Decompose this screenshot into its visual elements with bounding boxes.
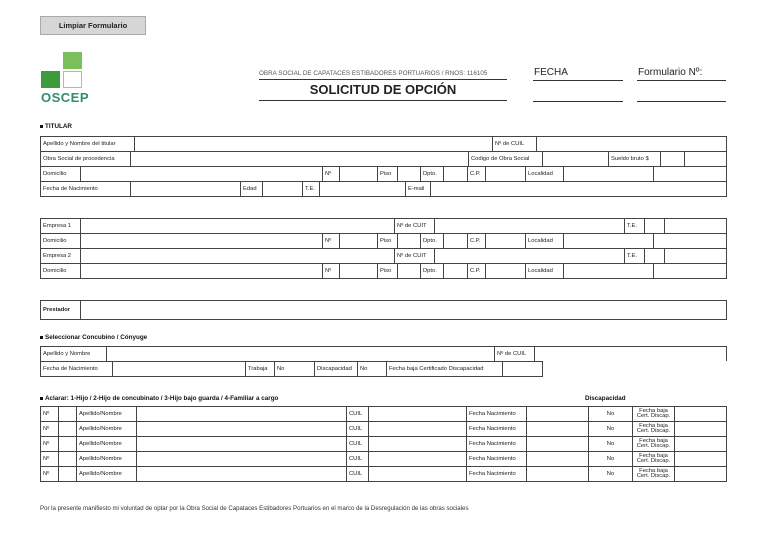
declaration-text: Por la presente manifiesto mi voluntad de optar por la Obra Social de Capataces Estibadores Portuarios en el marco de la Desregulación de las obras sociales (40, 505, 469, 512)
filler-cell (685, 152, 727, 167)
label-num: Nº (41, 422, 59, 437)
input-fecha-baja[interactable] (675, 467, 727, 482)
label-domicilio-empresa2: Domicilio (41, 264, 81, 279)
label-cp-empresa2: C.P. (468, 264, 486, 279)
label-fecha-baja (633, 407, 675, 422)
conyuge-row-2 (40, 361, 727, 377)
label-cuil: CUIL (347, 437, 369, 452)
input-obra-social[interactable] (131, 152, 469, 167)
input-num[interactable] (59, 467, 77, 482)
fecha-baja-line1: Fecha baja (639, 407, 668, 414)
input-fecha-nac[interactable] (527, 407, 589, 422)
label-fecha-baja (633, 467, 675, 482)
logo-square-top-right (63, 52, 82, 69)
input-codigo-os[interactable] (543, 152, 609, 167)
label-prestador: Prestador (41, 301, 81, 320)
label-empresa1: Empresa 1 (41, 219, 81, 234)
label-fecha-baja-conyuge: Fecha baja Certificado Discapacidad (387, 362, 503, 377)
empresa2-domicilio-row (40, 263, 727, 279)
fecha-baja-line2: Cert. Discap. (636, 458, 671, 464)
titular-row-4 (40, 181, 727, 197)
label-localidad-empresa1: Localidad (526, 234, 564, 249)
label-fecha-baja (633, 452, 675, 467)
input-fecha-baja[interactable] (675, 437, 727, 452)
label-dpto-empresa1: Dpto. (421, 234, 444, 249)
label-numero-empresa2: Nº (323, 264, 340, 279)
label-email: E-mail (406, 182, 431, 197)
input-num[interactable] (59, 422, 77, 437)
input-cuit-empresa2[interactable] (435, 249, 625, 264)
form-number-input-line[interactable] (637, 101, 726, 102)
input-empresa1[interactable] (81, 219, 395, 234)
titular-row-1 (40, 136, 727, 152)
fecha-input-line[interactable] (533, 101, 623, 102)
input-domicilio-empresa2[interactable] (81, 264, 323, 279)
input-domicilio-titular[interactable] (81, 167, 323, 182)
input-cuil[interactable] (369, 422, 467, 437)
label-te-empresa2: T.E. (625, 249, 645, 264)
input-te-empresa2[interactable] (645, 249, 665, 264)
label-cuil-conyuge: Nº de CUIL (495, 347, 535, 362)
label-fecha-nac-titular: Fecha de Nacimiento (41, 182, 131, 197)
logo-square-bottom-left (41, 71, 60, 88)
discapacidad-select[interactable]: No (589, 422, 633, 437)
table-row (41, 422, 727, 437)
discapacidad-select[interactable]: No (589, 407, 633, 422)
input-empresa2[interactable] (81, 249, 395, 264)
label-cuit-empresa2: Nº de CUIT (395, 249, 435, 264)
discapacidad-select[interactable]: No (589, 467, 633, 482)
empresa1-row (40, 218, 727, 234)
input-fecha-baja[interactable] (675, 422, 727, 437)
input-cuil[interactable] (369, 407, 467, 422)
label-sueldo: Sueldo bruto $ (609, 152, 661, 167)
input-fecha-baja[interactable] (675, 452, 727, 467)
input-cuil-conyuge[interactable] (535, 347, 727, 362)
label-apellido: Apellido/Nombre (77, 452, 137, 467)
input-prestador[interactable] (81, 301, 727, 320)
input-cuit-empresa1[interactable] (435, 219, 625, 234)
titular-heading: TITULAR (45, 123, 72, 130)
familiares-section-label (40, 395, 278, 402)
form-number-label: Formulario Nº: (638, 67, 703, 78)
oscep-logo (41, 52, 85, 90)
input-apellido[interactable] (137, 467, 347, 482)
table-row (41, 407, 727, 422)
bullet-icon (40, 336, 43, 339)
form-number-line-1 (637, 80, 726, 81)
label-cuil: CUIL (347, 407, 369, 422)
label-fecha-nac: Fecha Nacimiento (467, 407, 527, 422)
table-row (41, 437, 727, 452)
label-num: Nº (41, 452, 59, 467)
discapacidad-column-header: Discapacidad (585, 395, 626, 402)
input-dpto-empresa1[interactable] (444, 234, 468, 249)
label-fecha-baja (633, 437, 675, 452)
label-domicilio-empresa1: Domicilio (41, 234, 81, 249)
label-num: Nº (41, 407, 59, 422)
fecha-baja-line1: Fecha baja (639, 437, 668, 444)
input-email[interactable] (431, 182, 727, 197)
label-obra-social: Obra Social de procedencia (41, 152, 131, 167)
label-apellido: Apellido/Nombre (77, 422, 137, 437)
label-codigo-os: Codigo de Obra Social (469, 152, 543, 167)
input-cuil-titular[interactable] (537, 137, 727, 152)
input-cuil[interactable] (369, 437, 467, 452)
conyuge-section-label (40, 334, 147, 341)
discapacidad-conyuge-select[interactable]: No (358, 362, 387, 377)
input-numero-empresa2[interactable] (340, 264, 378, 279)
bullet-icon (40, 397, 43, 400)
conyuge-row-1 (40, 346, 727, 362)
input-fecha-nac[interactable] (527, 467, 589, 482)
input-sueldo[interactable] (661, 152, 685, 167)
form-title: SOLICITUD DE OPCIÓN (309, 82, 457, 97)
trabaja-select[interactable]: No (275, 362, 315, 377)
fecha-baja-line2: Cert. Discap. (636, 428, 671, 434)
label-piso-empresa2: Piso (378, 264, 398, 279)
input-num[interactable] (59, 452, 77, 467)
label-cuit-empresa1: Nº de CUIT (395, 219, 435, 234)
clear-form-button[interactable]: Limpiar Formulario (40, 16, 146, 35)
label-cuil: CUIL (347, 452, 369, 467)
label-numero-empresa1: Nº (323, 234, 340, 249)
discapacidad-select[interactable]: No (589, 437, 633, 452)
input-fecha-nac[interactable] (527, 422, 589, 437)
label-num: Nº (41, 437, 59, 452)
input-domicilio-empresa1[interactable] (81, 234, 323, 249)
label-fecha-nac: Fecha Nacimiento (467, 452, 527, 467)
label-numero-titular: Nº (323, 167, 340, 182)
label-dpto-titular: Dpto. (421, 167, 444, 182)
input-dpto-empresa2[interactable] (444, 264, 468, 279)
logo-square-bottom-right (63, 71, 82, 88)
label-fecha-nac-conyuge: Fecha de Nacimiento (41, 362, 113, 377)
label-cuil-titular: Nº de CUIL (493, 137, 537, 152)
label-piso-titular: Piso (378, 167, 398, 182)
conyuge-heading: Seleccionar Concubino / Cónyuge (45, 334, 148, 341)
fecha-baja-line2: Cert. Discap. (636, 473, 671, 479)
prestador-row (40, 300, 727, 320)
filler-cell (665, 249, 727, 264)
input-fecha-baja[interactable] (675, 407, 727, 422)
input-fecha-baja-conyuge[interactable] (503, 362, 543, 377)
empresa2-row (40, 248, 727, 264)
label-apellido-titular: Apellido y Nombre del titular (41, 137, 135, 152)
fecha-baja-line1: Fecha baja (639, 452, 668, 459)
input-apellido[interactable] (137, 437, 347, 452)
empresa1-domicilio-row (40, 233, 727, 249)
label-apellido: Apellido/Nombre (77, 437, 137, 452)
fecha-label: FECHA (534, 67, 568, 78)
label-empresa2: Empresa 2 (41, 249, 81, 264)
label-domicilio-titular: Domicilio (41, 167, 81, 182)
input-localidad-empresa1[interactable] (564, 234, 654, 249)
familiares-heading: Aclarar: 1-Hijo / 2-Hijo de concubinato / 3-Hijo bajo guarda / 4-Familiar a cargo (45, 395, 279, 402)
label-discapacidad-conyuge: Discapacidad (315, 362, 358, 377)
input-piso-titular[interactable] (398, 167, 421, 182)
label-fecha-baja (633, 422, 675, 437)
org-name: OBRA SOCIAL DE CAPATACES ESTIBADORES PORTUARIOS / RNOS: 116105 (259, 70, 488, 77)
label-edad: Edad (241, 182, 263, 197)
header-divider (259, 79, 507, 80)
titular-row-2 (40, 151, 727, 167)
label-cp-titular: C.P. (468, 167, 486, 182)
label-fecha-nac: Fecha Nacimiento (467, 422, 527, 437)
label-apellido: Apellido/Nombre (77, 467, 137, 482)
input-piso-empresa2[interactable] (398, 264, 421, 279)
table-row (41, 452, 727, 467)
filler-cell (543, 362, 728, 377)
input-te-titular[interactable] (320, 182, 406, 197)
titular-section-label (40, 123, 72, 130)
label-fecha-nac: Fecha Nacimiento (467, 467, 527, 482)
label-localidad-empresa2: Localidad (526, 264, 564, 279)
logo-text: OSCEP (41, 90, 90, 105)
filler-cell (654, 167, 727, 182)
filler-cell (654, 234, 727, 249)
input-cp-empresa1[interactable] (486, 234, 526, 249)
label-dpto-empresa2: Dpto. (421, 264, 444, 279)
fecha-baja-line1: Fecha baja (639, 467, 668, 474)
fecha-baja-line2: Cert. Discap. (636, 443, 671, 449)
input-fecha-nac-conyuge[interactable] (113, 362, 246, 377)
label-te-titular: T.E. (303, 182, 320, 197)
input-localidad-titular[interactable] (564, 167, 654, 182)
fecha-baja-line1: Fecha baja (639, 422, 668, 429)
titular-row-3 (40, 166, 727, 182)
label-apellido-conyuge: Apellido y Nombre (41, 347, 107, 362)
input-dpto-titular[interactable] (444, 167, 468, 182)
input-te-empresa1[interactable] (645, 219, 665, 234)
filler-cell (654, 264, 727, 279)
label-cp-empresa1: C.P. (468, 234, 486, 249)
input-numero-empresa1[interactable] (340, 234, 378, 249)
input-apellido[interactable] (137, 422, 347, 437)
table-row (41, 467, 727, 482)
input-apellido[interactable] (137, 407, 347, 422)
fecha-baja-line2: Cert. Discap. (636, 413, 671, 419)
label-te-empresa1: T.E. (625, 219, 645, 234)
input-edad[interactable] (263, 182, 303, 197)
input-num[interactable] (59, 437, 77, 452)
input-piso-empresa1[interactable] (398, 234, 421, 249)
bullet-icon (40, 125, 43, 128)
label-apellido: Apellido/Nombre (77, 407, 137, 422)
input-fecha-nac[interactable] (527, 452, 589, 467)
input-cuil[interactable] (369, 452, 467, 467)
title-underline (259, 100, 507, 101)
filler-cell (665, 219, 727, 234)
input-cuil[interactable] (369, 467, 467, 482)
input-fecha-nac[interactable] (527, 437, 589, 452)
input-apellido-conyuge[interactable] (107, 347, 495, 362)
input-cp-titular[interactable] (486, 167, 526, 182)
label-localidad-titular: Localidad (526, 167, 564, 182)
input-apellido-titular[interactable] (135, 137, 493, 152)
label-piso-empresa1: Piso (378, 234, 398, 249)
discapacidad-select[interactable]: No (589, 452, 633, 467)
label-cuil: CUIL (347, 467, 369, 482)
input-apellido[interactable] (137, 452, 347, 467)
label-fecha-nac: Fecha Nacimiento (467, 437, 527, 452)
label-cuil: CUIL (347, 422, 369, 437)
input-fecha-nac-titular[interactable] (131, 182, 241, 197)
input-numero-titular[interactable] (340, 167, 378, 182)
label-num: Nº (41, 467, 59, 482)
input-num[interactable] (59, 407, 77, 422)
label-trabaja: Trabaja (246, 362, 275, 377)
input-cp-empresa2[interactable] (486, 264, 526, 279)
input-localidad-empresa2[interactable] (564, 264, 654, 279)
familiares-table (40, 406, 727, 482)
fecha-line-1 (533, 80, 623, 81)
